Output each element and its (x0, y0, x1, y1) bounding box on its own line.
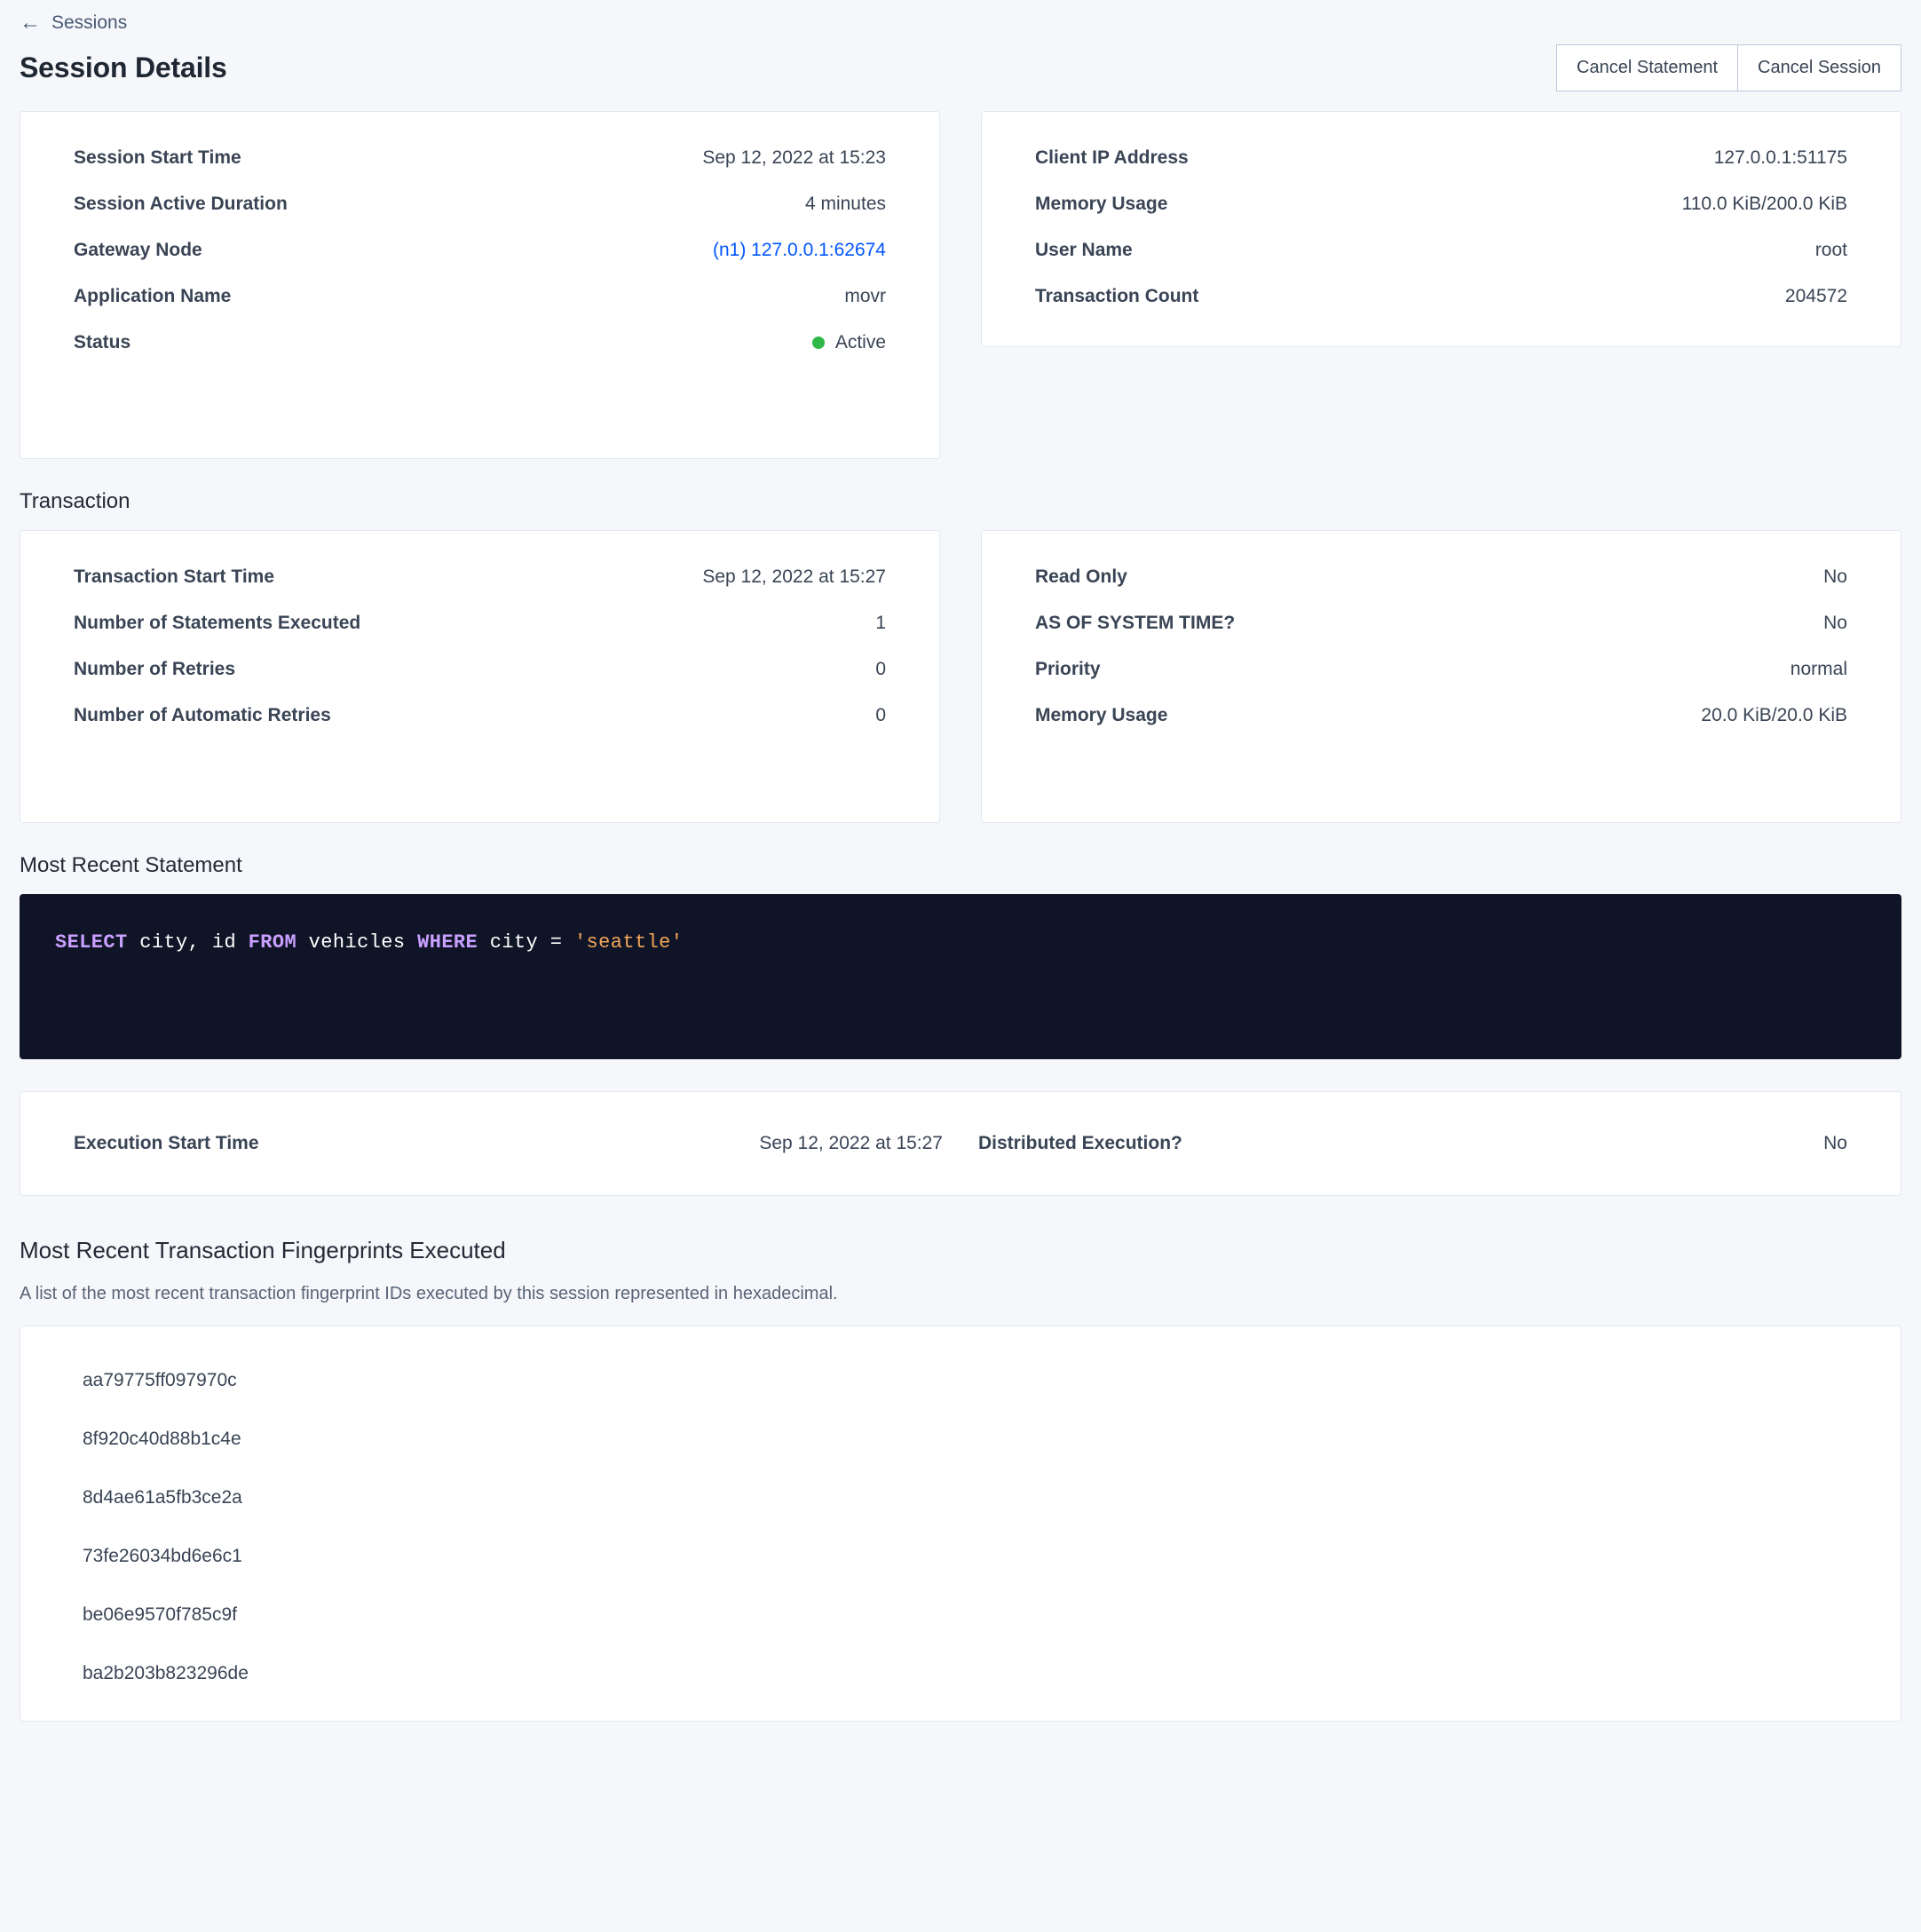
detail-row (56, 181, 904, 227)
status-dot-icon (812, 337, 825, 349)
page-title: Session Details (20, 51, 227, 83)
row-label: Status (74, 332, 131, 352)
status-text: Active (834, 332, 886, 352)
row-value: 0 (875, 705, 886, 725)
detail-row (56, 693, 904, 739)
row-label: Execution Start Time (74, 1133, 259, 1153)
row-value: normal (1790, 659, 1847, 679)
cancel-statement-button[interactable]: Cancel Statement (1556, 44, 1737, 91)
row-label: AS OF SYSTEM TIME? (1035, 613, 1236, 633)
execution-card (20, 1091, 1901, 1196)
sql-token-keyword: FROM (248, 931, 297, 954)
cancel-session-button[interactable]: Cancel Session (1737, 44, 1901, 91)
detail-row (1017, 693, 1865, 739)
sql-token-identifier: city = (478, 931, 574, 954)
row-value: 20.0 KiB/20.0 KiB (1701, 705, 1847, 725)
gateway-node-link[interactable]: (n1) 127.0.0.1:62674 (713, 240, 886, 260)
detail-row (56, 135, 904, 181)
execution-start-time-row (56, 1120, 960, 1167)
detail-row (1017, 554, 1865, 600)
session-card-left (20, 111, 940, 459)
detail-row (1017, 273, 1865, 320)
row-value: 127.0.0.1:51175 (1713, 147, 1847, 168)
row-value: Sep 12, 2022 at 15:27 (759, 1133, 943, 1153)
row-label: Session Start Time (74, 147, 241, 168)
detail-row (1017, 181, 1865, 227)
row-value: No (1823, 613, 1847, 633)
status-badge (812, 332, 886, 353)
row-label: Number of Statements Executed (74, 613, 361, 633)
row-label: Memory Usage (1035, 194, 1168, 214)
detail-row (1017, 646, 1865, 693)
row-label: Session Active Duration (74, 194, 288, 214)
detail-row (1017, 227, 1865, 273)
sql-token-identifier: city, id (127, 931, 249, 954)
breadcrumb[interactable] (20, 0, 1901, 39)
detail-row (1017, 135, 1865, 181)
transaction-cards (20, 530, 1901, 823)
list-item[interactable]: 73fe26034bd6e6c1 (83, 1546, 242, 1566)
row-value: root (1814, 240, 1847, 260)
detail-row (56, 273, 904, 320)
row-label: Number of Automatic Retries (74, 705, 331, 725)
row-value: No (1823, 566, 1847, 587)
fingerprints-list (20, 1326, 1901, 1722)
row-label: Distributed Execution? (978, 1133, 1182, 1153)
list-item[interactable]: be06e9570f785c9f (83, 1604, 237, 1625)
row-value: Sep 12, 2022 at 15:27 (702, 566, 886, 587)
row-label: Read Only (1035, 566, 1127, 587)
sql-token-keyword: SELECT (55, 931, 128, 954)
fingerprints-title: Most Recent Transaction Fingerprints Executed (20, 1237, 506, 1263)
transaction-card-right (981, 530, 1901, 823)
list-item[interactable]: 8f920c40d88b1c4e (83, 1429, 241, 1449)
breadcrumb-sessions-link[interactable]: Sessions (51, 12, 128, 33)
row-value: No (1823, 1133, 1847, 1153)
transaction-section-title: Transaction (20, 489, 130, 513)
list-item[interactable]: aa79775ff097970c (83, 1370, 237, 1390)
distributed-execution-row (960, 1120, 1865, 1167)
row-label: Application Name (74, 286, 232, 306)
sql-token-identifier: vehicles (296, 931, 418, 954)
detail-row-status (56, 320, 904, 366)
session-summary-cards (20, 111, 1901, 459)
row-label: User Name (1035, 240, 1133, 260)
arrow-left-icon[interactable]: ← (20, 11, 41, 35)
statement-section-title: Most Recent Statement (20, 853, 242, 877)
sql-token-string: 'seattle' (573, 931, 684, 954)
row-label: Client IP Address (1035, 147, 1189, 168)
row-value: 204572 (1784, 286, 1847, 306)
sql-token-keyword: WHERE (417, 931, 478, 954)
detail-row (56, 554, 904, 600)
sql-statement-block (20, 894, 1901, 1059)
row-value: Sep 12, 2022 at 15:23 (702, 147, 886, 168)
page-header (20, 39, 1901, 111)
row-value: 4 minutes (804, 194, 886, 214)
header-actions (1556, 44, 1901, 91)
row-label: Memory Usage (1035, 705, 1168, 725)
row-label: Transaction Start Time (74, 566, 275, 587)
row-label: Number of Retries (74, 659, 236, 679)
detail-row (56, 600, 904, 646)
fingerprints-description: A list of the most recent transaction fingerprint IDs executed by this session represented in hexadecimal. (20, 1284, 838, 1303)
detail-row (56, 646, 904, 693)
row-label: Priority (1035, 659, 1101, 679)
list-item[interactable]: 8d4ae61a5fb3ce2a (83, 1487, 242, 1508)
row-label: Gateway Node (74, 240, 202, 260)
row-value: movr (844, 286, 886, 306)
list-item[interactable]: ba2b203b823296de (83, 1663, 249, 1683)
detail-row (1017, 600, 1865, 646)
row-value: 110.0 KiB/200.0 KiB (1681, 194, 1847, 214)
row-value: 0 (875, 659, 886, 679)
transaction-card-left (20, 530, 940, 823)
row-label: Transaction Count (1035, 286, 1199, 306)
row-value: 1 (875, 613, 886, 633)
session-card-right (981, 111, 1901, 347)
detail-row (56, 227, 904, 273)
